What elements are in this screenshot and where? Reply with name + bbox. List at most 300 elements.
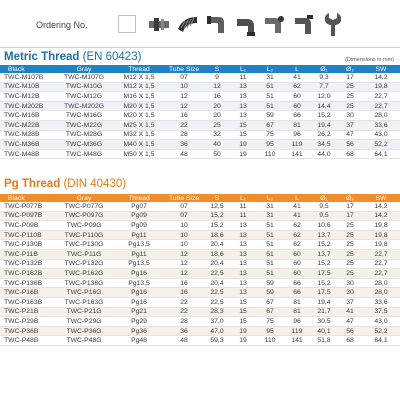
- table-cell: 25: [338, 240, 362, 250]
- table-cell: 37,0: [204, 317, 230, 327]
- table-cell: 28,3: [204, 307, 230, 317]
- column-header: Ø₂: [338, 65, 362, 73]
- table-cell: 37,5: [362, 307, 400, 317]
- table-cell: 60: [284, 92, 310, 102]
- table-cell: 15,2: [310, 278, 338, 288]
- table-cell: 10: [164, 221, 204, 231]
- table-cell: 25: [338, 249, 362, 259]
- table-cell: 110: [256, 336, 284, 346]
- product-icons: [145, 6, 348, 42]
- table-cell: 33,6: [362, 120, 400, 130]
- table-cell: Pg07: [114, 202, 164, 211]
- table-cell: Pg21: [114, 307, 164, 317]
- table-cell: 18,6: [204, 230, 230, 240]
- table-cell: 96: [284, 130, 310, 140]
- table-cell: 19,4: [310, 297, 338, 307]
- ordering-label: Ordering No.: [36, 20, 88, 30]
- column-header: L₂: [256, 65, 284, 73]
- table-cell: M50 X 1,5: [114, 149, 164, 159]
- table-cell: 12: [164, 259, 204, 269]
- table-cell: 22,5: [204, 288, 230, 298]
- table-cell: Pg09: [114, 211, 164, 221]
- table-cell: 141: [284, 149, 310, 159]
- table-cell: TWC-P162B: [0, 269, 54, 279]
- table-cell: 21,7: [310, 307, 338, 317]
- table-cell: TWC-M12B: [0, 92, 54, 102]
- table-cell: M12 X 1,5: [114, 82, 164, 92]
- table-cell: 12: [204, 82, 230, 92]
- table-cell: 25: [338, 221, 362, 231]
- table-cell: 13,7: [310, 230, 338, 240]
- table-cell: 31: [256, 202, 284, 211]
- table-cell: TWC-P110B: [0, 230, 54, 240]
- elbow-swivel-icon: [261, 6, 289, 42]
- metric-thread-title: Metric Thread (EN 60423): [4, 51, 142, 63]
- table-cell: 81: [284, 120, 310, 130]
- table-cell: 59: [256, 278, 284, 288]
- table-cell: 36: [164, 140, 204, 150]
- table-cell: TWC-P29G: [54, 317, 114, 327]
- table-cell: 16: [164, 288, 204, 298]
- table-cell: 75: [256, 130, 284, 140]
- table-cell: 13: [230, 269, 256, 279]
- table-cell: TWC-M22G: [54, 120, 114, 130]
- table-cell: Pg13,5: [114, 259, 164, 269]
- table-cell: 95: [256, 140, 284, 150]
- table-cell: 51: [256, 92, 284, 102]
- table-cell: 12: [164, 92, 204, 102]
- table-cell: 22,5: [204, 297, 230, 307]
- table-cell: 56: [338, 140, 362, 150]
- table-cell: 62: [284, 82, 310, 92]
- ordering-box: [118, 15, 136, 33]
- header: [0, 0, 400, 50]
- table-cell: 60: [284, 269, 310, 279]
- table-row: [0, 336, 400, 346]
- table-cell: 13: [230, 92, 256, 102]
- table-cell: 30: [338, 278, 362, 288]
- table-cell: 28,0: [362, 288, 400, 298]
- table-cell: 56: [338, 326, 362, 336]
- column-header: Gray: [54, 194, 114, 202]
- table-cell: 37: [338, 120, 362, 130]
- table-cell: 18,6: [204, 249, 230, 259]
- column-header: L: [284, 194, 310, 202]
- table-cell: 11: [230, 202, 256, 211]
- table-cell: 41: [284, 73, 310, 82]
- table-cell: 28: [164, 130, 204, 140]
- table-cell: TWC-M28G: [54, 130, 114, 140]
- table-cell: 51: [256, 82, 284, 92]
- table-cell: 44,0: [310, 149, 338, 159]
- table-row: [0, 288, 400, 298]
- table-cell: 10: [164, 230, 204, 240]
- table-cell: 25: [338, 230, 362, 240]
- table-cell: M20 X 1,5: [114, 111, 164, 121]
- table-cell: 19,8: [362, 230, 400, 240]
- table-cell: TWC-M16G: [54, 111, 114, 121]
- table-cell: 12,0: [310, 92, 338, 102]
- straight-fitting-icon: [145, 6, 173, 42]
- column-header: Tube Size: [164, 65, 204, 73]
- table-cell: 119: [284, 326, 310, 336]
- table-cell: 68: [338, 149, 362, 159]
- table-cell: 48: [164, 149, 204, 159]
- column-header: Black: [0, 65, 54, 73]
- table-cell: 141: [284, 336, 310, 346]
- table-cell: 22,7: [362, 259, 400, 269]
- table-cell: 13: [230, 278, 256, 288]
- table-cell: TWC-P48B: [0, 336, 54, 346]
- table-cell: 51,8: [310, 336, 338, 346]
- table-cell: 41: [338, 307, 362, 317]
- table-cell: 22: [164, 120, 204, 130]
- table-cell: TWC-P130G: [54, 240, 114, 250]
- table-cell: 64,1: [362, 336, 400, 346]
- table-cell: 67: [256, 120, 284, 130]
- pg-header-row: [0, 194, 400, 202]
- table-cell: 28: [164, 317, 204, 327]
- column-header: Thread: [114, 194, 164, 202]
- table-cell: 25: [338, 92, 362, 102]
- metric-thread-table: [0, 65, 400, 159]
- table-cell: 60: [284, 259, 310, 269]
- table-cell: 15,2: [204, 221, 230, 231]
- table-cell: 19,4: [310, 120, 338, 130]
- table-cell: 32: [204, 130, 230, 140]
- table-cell: TWC-M12G: [54, 92, 114, 102]
- table-cell: 22,7: [362, 92, 400, 102]
- table-cell: TWC-P16G: [54, 288, 114, 298]
- table-cell: 40: [204, 140, 230, 150]
- table-cell: TWC-M10G: [54, 82, 114, 92]
- table-cell: 37: [338, 297, 362, 307]
- table-cell: 66: [284, 288, 310, 298]
- table-cell: Pg48: [114, 336, 164, 346]
- table-cell: 9,5: [310, 202, 338, 211]
- table-cell: 13: [230, 259, 256, 269]
- table-row: [0, 307, 400, 317]
- header-divider: [0, 47, 400, 48]
- wrench-icon: [319, 6, 347, 42]
- table-cell: TWC-P163G: [54, 297, 114, 307]
- table-cell: 15: [230, 307, 256, 317]
- table-cell: 51: [256, 269, 284, 279]
- table-cell: 12: [164, 101, 204, 111]
- table-cell: 25: [338, 82, 362, 92]
- table-cell: TWC-M22B: [0, 120, 54, 130]
- table-cell: TWC-M36G: [54, 140, 114, 150]
- table-cell: TWC-P163B: [0, 297, 54, 307]
- table-cell: TWC-P162G: [54, 269, 114, 279]
- pg-thread-table: [0, 194, 400, 346]
- table-cell: 51: [256, 221, 284, 231]
- table-cell: 19: [230, 149, 256, 159]
- table-cell: 14,2: [362, 202, 400, 211]
- table-row: [0, 297, 400, 307]
- table-cell: 16: [164, 111, 204, 121]
- table-row: [0, 278, 400, 288]
- table-row: [0, 73, 400, 82]
- table-cell: TWC-P11B: [0, 249, 54, 259]
- table-cell: 13: [230, 240, 256, 250]
- table-cell: 17,5: [310, 288, 338, 298]
- table-cell: 14,4: [310, 101, 338, 111]
- table-cell: 19,8: [362, 240, 400, 250]
- table-row: [0, 211, 400, 221]
- column-header: L₂: [256, 194, 284, 202]
- table-cell: 19,8: [362, 82, 400, 92]
- dimensions-note: (Dimensions in mm): [345, 57, 394, 63]
- table-row: [0, 240, 400, 250]
- table-cell: 51: [256, 230, 284, 240]
- table-row: [0, 130, 400, 140]
- table-cell: 28,0: [362, 278, 400, 288]
- table-cell: TWC-P132B: [0, 259, 54, 269]
- table-cell: 13: [230, 288, 256, 298]
- elbow-fitting-alt-icon: [232, 6, 260, 42]
- table-cell: 10,6: [310, 221, 338, 231]
- table-cell: Pg36: [114, 326, 164, 336]
- table-cell: TWC-M202G: [54, 101, 114, 111]
- table-cell: TWC-M16B: [0, 111, 54, 121]
- table-cell: Pg16: [114, 269, 164, 279]
- table-cell: TWC-P21G: [54, 307, 114, 317]
- table-cell: 22,7: [362, 269, 400, 279]
- table-cell: 30,5: [310, 317, 338, 327]
- table-row: [0, 101, 400, 111]
- table-cell: 13: [230, 101, 256, 111]
- table-cell: 19: [230, 326, 256, 336]
- table-cell: 07: [164, 211, 204, 221]
- table-cell: TWC-P077G: [54, 202, 114, 211]
- table-row: [0, 149, 400, 159]
- table-cell: 81: [284, 307, 310, 317]
- table-cell: 07: [164, 73, 204, 82]
- table-cell: 64,1: [362, 149, 400, 159]
- table-row: [0, 230, 400, 240]
- table-cell: 48: [164, 336, 204, 346]
- table-cell: 16: [164, 278, 204, 288]
- table-cell: 60: [284, 101, 310, 111]
- table-cell: 66: [284, 278, 310, 288]
- table-cell: 12: [164, 249, 204, 259]
- table-cell: M40 X 1,5: [114, 140, 164, 150]
- table-cell: 41: [284, 202, 310, 211]
- table-cell: 22,7: [362, 101, 400, 111]
- table-cell: 43,0: [362, 130, 400, 140]
- table-row: [0, 269, 400, 279]
- table-cell: 60: [284, 249, 310, 259]
- table-cell: 11: [230, 211, 256, 221]
- table-cell: 15,2: [310, 111, 338, 121]
- table-cell: 16: [204, 92, 230, 102]
- table-cell: 13: [230, 111, 256, 121]
- table-cell: 31: [256, 73, 284, 82]
- table-row: [0, 317, 400, 327]
- table-cell: TWC-P097G: [54, 211, 114, 221]
- table-cell: 19: [230, 336, 256, 346]
- table-cell: TWC-P11G: [54, 249, 114, 259]
- table-cell: 40,1: [310, 326, 338, 336]
- table-cell: Pg11: [114, 230, 164, 240]
- table-cell: M16 X 1,5: [114, 92, 164, 102]
- table-cell: 9: [204, 73, 230, 82]
- metric-header-row: [0, 65, 400, 73]
- table-cell: 62: [284, 240, 310, 250]
- table-cell: 15: [230, 317, 256, 327]
- column-header: SW: [362, 194, 400, 202]
- column-header: SW: [362, 65, 400, 73]
- table-cell: TWC-M107G: [54, 73, 114, 82]
- table-cell: 51: [256, 240, 284, 250]
- table-cell: 22,5: [204, 269, 230, 279]
- table-cell: 12: [164, 269, 204, 279]
- table-cell: TWC-P16B: [0, 288, 54, 298]
- column-header: Gray: [54, 65, 114, 73]
- table-cell: 11: [230, 73, 256, 82]
- table-cell: 31: [256, 211, 284, 221]
- column-header: L: [284, 65, 310, 73]
- table-cell: 26,2: [310, 130, 338, 140]
- table-cell: TWC-P136B: [0, 278, 54, 288]
- column-header: S: [204, 65, 230, 73]
- table-cell: 33,6: [362, 297, 400, 307]
- table-cell: 81: [284, 297, 310, 307]
- table-cell: 36: [164, 326, 204, 336]
- table-cell: TWC-M28B: [0, 130, 54, 140]
- table-cell: 15: [230, 297, 256, 307]
- table-cell: 110: [256, 149, 284, 159]
- table-cell: TWC-P36B: [0, 326, 54, 336]
- table-cell: Pg16: [114, 288, 164, 298]
- pg-thread-title: Pg Thread (DIN 40430): [4, 178, 127, 190]
- table-cell: 25: [338, 101, 362, 111]
- table-cell: 75: [256, 317, 284, 327]
- table-cell: 9,3: [310, 73, 338, 82]
- table-cell: 47: [338, 317, 362, 327]
- table-cell: 96: [284, 317, 310, 327]
- table-cell: M12 X 1,5: [114, 73, 164, 82]
- column-header: L₁: [230, 65, 256, 73]
- table-cell: 59: [256, 111, 284, 121]
- table-cell: 15: [230, 130, 256, 140]
- table-cell: TWC-P48G: [54, 336, 114, 346]
- table-cell: 13: [230, 230, 256, 240]
- table-cell: Pg13,5: [114, 240, 164, 250]
- table-cell: 19,8: [362, 221, 400, 231]
- column-header: Ø₁: [310, 65, 338, 73]
- table-cell: 17: [338, 202, 362, 211]
- table-cell: 51: [256, 101, 284, 111]
- table-cell: 15,2: [204, 211, 230, 221]
- column-header: Ø₂: [338, 194, 362, 202]
- elbow-tee-icon: [290, 6, 318, 42]
- table-cell: 9,5: [310, 211, 338, 221]
- table-cell: 59: [256, 288, 284, 298]
- table-cell: 15,2: [310, 240, 338, 250]
- table-row: [0, 82, 400, 92]
- table-row: [0, 120, 400, 130]
- table-cell: 52,2: [362, 140, 400, 150]
- table-cell: TWC-P29B: [0, 317, 54, 327]
- table-cell: 20,4: [204, 259, 230, 269]
- table-cell: 30: [338, 111, 362, 121]
- table-cell: 12,5: [204, 202, 230, 211]
- table-cell: 43,0: [362, 317, 400, 327]
- table-cell: TWC-M107B: [0, 73, 54, 82]
- table-cell: 07: [164, 202, 204, 211]
- table-cell: TWC-P097B: [0, 211, 54, 221]
- table-cell: 52,2: [362, 326, 400, 336]
- table-cell: 95: [256, 326, 284, 336]
- table-cell: 30: [338, 288, 362, 298]
- table-cell: 13: [230, 221, 256, 231]
- table-cell: 25: [204, 120, 230, 130]
- table-cell: TWC-P09G: [54, 221, 114, 231]
- table-cell: 20: [204, 111, 230, 121]
- table-cell: 13: [230, 82, 256, 92]
- table-cell: Pg16: [114, 297, 164, 307]
- column-header: L₁: [230, 194, 256, 202]
- table-cell: 22: [164, 307, 204, 317]
- table-cell: 62: [284, 221, 310, 231]
- table-cell: 13,7: [310, 249, 338, 259]
- table-cell: 51: [256, 249, 284, 259]
- table-cell: 7,7: [310, 82, 338, 92]
- table-cell: 67: [256, 297, 284, 307]
- table-cell: Pg29: [114, 317, 164, 327]
- table-cell: 19: [230, 140, 256, 150]
- table-cell: 51: [256, 259, 284, 269]
- table-row: [0, 202, 400, 211]
- table-cell: TWC-M48B: [0, 149, 54, 159]
- table-cell: 14,2: [362, 211, 400, 221]
- table-cell: 28,0: [362, 111, 400, 121]
- table-cell: 17,5: [310, 269, 338, 279]
- table-cell: 66: [284, 111, 310, 121]
- table-cell: 10: [164, 240, 204, 250]
- table-cell: 17: [338, 73, 362, 82]
- table-cell: 68: [338, 336, 362, 346]
- table-cell: 67: [256, 307, 284, 317]
- table-cell: M20 X 1,5: [114, 101, 164, 111]
- table-cell: Pg11: [114, 249, 164, 259]
- elbow-fitting-icon: [203, 6, 231, 42]
- table-cell: TWC-M48G: [54, 149, 114, 159]
- table-cell: 47,0: [204, 326, 230, 336]
- table-cell: 25: [338, 259, 362, 269]
- table-cell: TWC-P110G: [54, 230, 114, 240]
- table-cell: 17: [338, 211, 362, 221]
- table-cell: 20: [204, 101, 230, 111]
- table-row: [0, 92, 400, 102]
- table-cell: 119: [284, 140, 310, 150]
- table-cell: TWC-P09B: [0, 221, 54, 231]
- table-row: [0, 140, 400, 150]
- table-cell: TWC-P136G: [54, 278, 114, 288]
- corrugated-hose-icon: [174, 6, 202, 42]
- column-header: Ø₁: [310, 194, 338, 202]
- table-cell: TWC-M10B: [0, 82, 54, 92]
- table-cell: M32 X 1,5: [114, 130, 164, 140]
- table-cell: TWC-P21B: [0, 307, 54, 317]
- table-row: [0, 259, 400, 269]
- table-row: [0, 221, 400, 231]
- table-cell: Pg09: [114, 221, 164, 231]
- table-cell: Pg13,5: [114, 278, 164, 288]
- column-header: Black: [0, 194, 54, 202]
